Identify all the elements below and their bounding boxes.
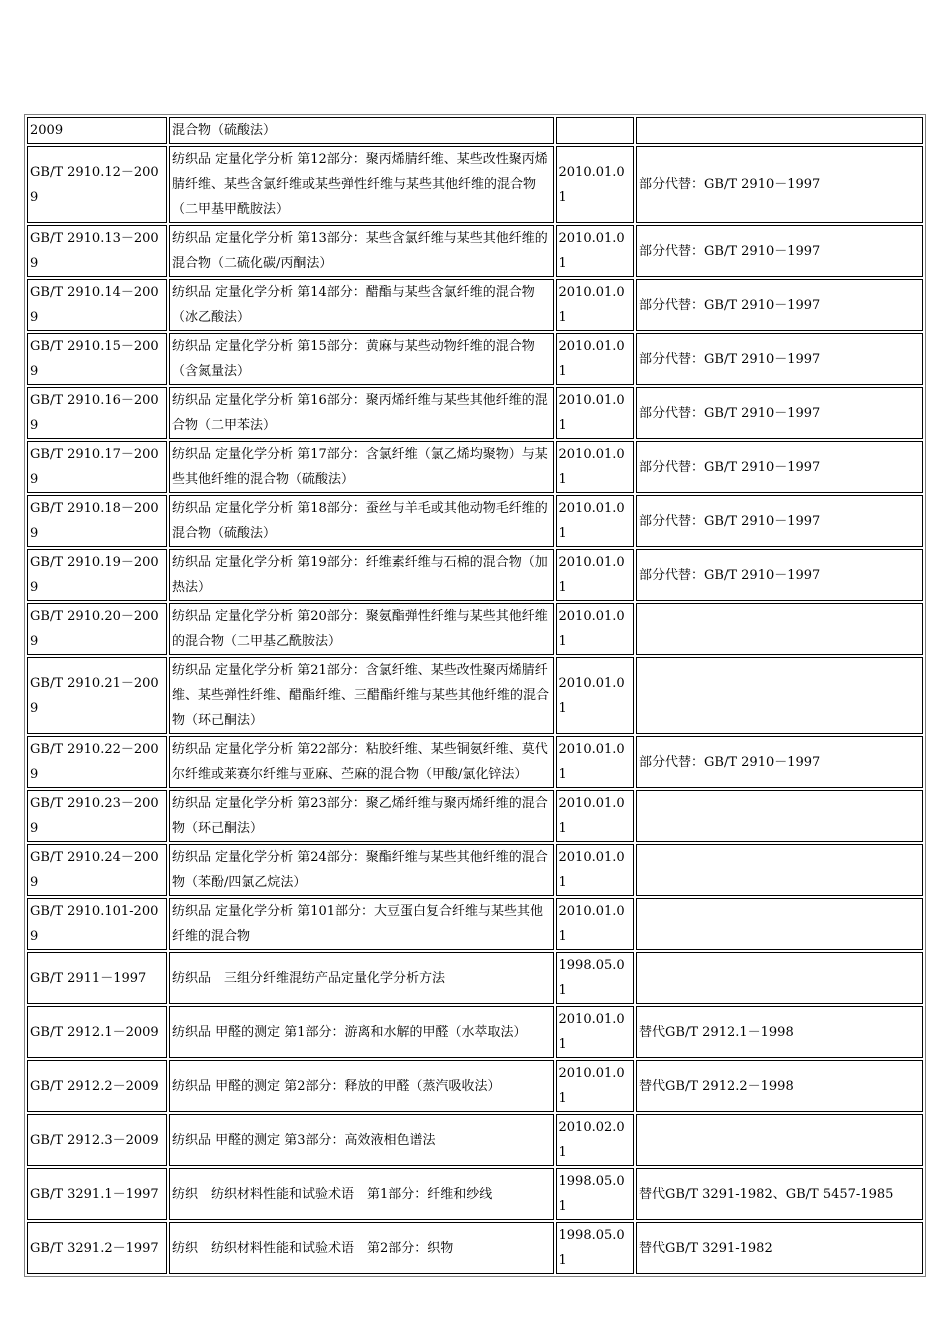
standard-title-cell: 纺织品 定量化学分析 第18部分：蚕丝与羊毛或其他动物毛纤维的混合物（硫酸法） [169,495,554,547]
table-row [27,333,923,385]
standard-code-cell: GB/T 2910.19－2009 [27,549,167,601]
standard-title-cell: 纺织品 定量化学分析 第14部分：醋酯与某些含氯纤维的混合物（冰乙酸法） [169,279,554,331]
standard-code-cell: GB/T 2910.21－2009 [27,657,167,734]
effective-date-cell: 2010.01.01 [556,549,635,601]
table-row [27,549,923,601]
table-row [27,657,923,734]
replacement-note-cell [636,1114,923,1166]
replacement-note-cell [636,657,923,734]
effective-date-cell: 2010.01.01 [556,790,635,842]
standard-code-cell: GB/T 2912.3－2009 [27,1114,167,1166]
table-row [27,117,923,144]
effective-date-cell: 2010.01.01 [556,279,635,331]
replacement-note-cell [636,790,923,842]
standard-code-cell: GB/T 2910.23－2009 [27,790,167,842]
effective-date-cell: 2010.01.01 [556,844,635,896]
replacement-note-cell: 部分代替：GB/T 2910－1997 [636,146,923,223]
standard-title-cell: 纺织品 定量化学分析 第23部分：聚乙烯纤维与聚丙烯纤维的混合物（环己酮法） [169,790,554,842]
standard-title-cell: 纺织品 定量化学分析 第15部分：黄麻与某些动物纤维的混合物（含氮量法） [169,333,554,385]
standard-code-cell: GB/T 2910.13－2009 [27,225,167,277]
table-row [27,1168,923,1220]
effective-date-cell: 2010.02.01 [556,1114,635,1166]
replacement-note-cell: 替代GB/T 2912.2－1998 [636,1060,923,1112]
standard-code-cell: GB/T 2910.24－2009 [27,844,167,896]
replacement-note-cell: 部分代替：GB/T 2910－1997 [636,549,923,601]
effective-date-cell: 2010.01.01 [556,333,635,385]
effective-date-cell: 2010.01.01 [556,1006,635,1058]
standard-title-cell: 纺织品 定量化学分析 第101部分：大豆蛋白复合纤维与某些其他纤维的混合物 [169,898,554,950]
table-row [27,952,923,1004]
effective-date-cell: 2010.01.01 [556,441,635,493]
replacement-note-cell: 部分代替：GB/T 2910－1997 [636,736,923,788]
replacement-note-cell [636,844,923,896]
standard-code-cell: GB/T 2910.18－2009 [27,495,167,547]
standard-code-cell: GB/T 2911－1997 [27,952,167,1004]
standard-code-cell: GB/T 2910.14－2009 [27,279,167,331]
standards-table-body [27,117,923,1274]
standard-title-cell: 纺织品 定量化学分析 第13部分：某些含氯纤维与某些其他纤维的混合物（二硫化碳/丙酮法） [169,225,554,277]
standard-code-cell: GB/T 2912.2－2009 [27,1060,167,1112]
standard-code-cell: GB/T 3291.2－1997 [27,1222,167,1274]
replacement-note-cell: 部分代替：GB/T 2910－1997 [636,225,923,277]
table-row [27,146,923,223]
table-row [27,387,923,439]
standard-title-cell: 纺织品 定量化学分析 第21部分：含氯纤维、某些改性聚丙烯腈纤维、某些弹性纤维、醋酯纤维、三醋酯纤维与某些其他纤维的混合物（环己酮法） [169,657,554,734]
effective-date-cell: 1998.05.01 [556,1222,635,1274]
standard-title-cell: 混合物（硫酸法） [169,117,554,144]
table-row [27,844,923,896]
standard-title-cell: 纺织品 定量化学分析 第24部分：聚酯纤维与某些其他纤维的混合物（苯酚/四氯乙烷法） [169,844,554,896]
replacement-note-cell: 部分代替：GB/T 2910－1997 [636,387,923,439]
standard-title-cell: 纺织品 甲醛的测定 第3部分：高效液相色谱法 [169,1114,554,1166]
effective-date-cell: 2010.01.01 [556,736,635,788]
standard-title-cell: 纺织品 定量化学分析 第20部分：聚氨酯弹性纤维与某些其他纤维的混合物（二甲基乙酰胺法） [169,603,554,655]
standard-code-cell: GB/T 2912.1－2009 [27,1006,167,1058]
replacement-note-cell [636,898,923,950]
standard-title-cell: 纺织品 定量化学分析 第12部分：聚丙烯腈纤维、某些改性聚丙烯腈纤维、某些含氯纤维或某些弹性纤维与某些其他纤维的混合物（二甲基甲酰胺法） [169,146,554,223]
table-row [27,603,923,655]
standard-title-cell: 纺织 纺织材料性能和试验术语 第2部分：织物 [169,1222,554,1274]
effective-date-cell: 2010.01.01 [556,387,635,439]
effective-date-cell: 2010.01.01 [556,225,635,277]
standard-code-cell: GB/T 2910.22－2009 [27,736,167,788]
table-row [27,790,923,842]
table-row [27,279,923,331]
effective-date-cell: 2010.01.01 [556,603,635,655]
replacement-note-cell [636,117,923,144]
replacement-note-cell: 替代GB/T 3291-1982 [636,1222,923,1274]
standard-title-cell: 纺织品 甲醛的测定 第2部分：释放的甲醛（蒸汽吸收法） [169,1060,554,1112]
replacement-note-cell: 部分代替：GB/T 2910－1997 [636,279,923,331]
table-row [27,441,923,493]
effective-date-cell: 2010.01.01 [556,495,635,547]
effective-date-cell [556,117,635,144]
standard-title-cell: 纺织品 定量化学分析 第16部分：聚丙烯纤维与某些其他纤维的混合物（二甲苯法） [169,387,554,439]
standards-table-container [24,114,926,1277]
effective-date-cell: 2010.01.01 [556,657,635,734]
table-row [27,1222,923,1274]
table-row [27,898,923,950]
effective-date-cell: 2010.01.01 [556,146,635,223]
standard-title-cell: 纺织品 定量化学分析 第19部分：纤维素纤维与石棉的混合物（加热法） [169,549,554,601]
effective-date-cell: 2010.01.01 [556,1060,635,1112]
standard-code-cell: GB/T 2910.20－2009 [27,603,167,655]
standards-table [24,114,926,1277]
standard-title-cell: 纺织品 三组分纤维混纺产品定量化学分析方法 [169,952,554,1004]
replacement-note-cell: 部分代替：GB/T 2910－1997 [636,441,923,493]
replacement-note-cell: 替代GB/T 2912.1－1998 [636,1006,923,1058]
table-row [27,1006,923,1058]
standard-code-cell: GB/T 2910.15－2009 [27,333,167,385]
standard-title-cell: 纺织品 定量化学分析 第17部分：含氯纤维（氯乙烯均聚物）与某些其他纤维的混合物（硫酸法） [169,441,554,493]
standard-title-cell: 纺织品 定量化学分析 第22部分：粘胶纤维、某些铜氨纤维、莫代尔纤维或莱赛尔纤维与亚麻、苎麻的混合物（甲酸/氯化锌法） [169,736,554,788]
table-row [27,1060,923,1112]
effective-date-cell: 1998.05.01 [556,952,635,1004]
standard-code-cell: GB/T 2910.16－2009 [27,387,167,439]
table-row [27,1114,923,1166]
standard-title-cell: 纺织品 甲醛的测定 第1部分：游离和水解的甲醛（水萃取法） [169,1006,554,1058]
standard-code-cell: GB/T 2910.12－2009 [27,146,167,223]
table-row [27,495,923,547]
table-row [27,736,923,788]
standard-code-cell: GB/T 3291.1－1997 [27,1168,167,1220]
replacement-note-cell: 部分代替：GB/T 2910－1997 [636,333,923,385]
effective-date-cell: 2010.01.01 [556,898,635,950]
standard-title-cell: 纺织 纺织材料性能和试验术语 第1部分：纤维和纱线 [169,1168,554,1220]
standard-code-cell: 2009 [27,117,167,144]
replacement-note-cell: 替代GB/T 3291-1982、GB/T 5457-1985 [636,1168,923,1220]
standard-code-cell: GB/T 2910.101-2009 [27,898,167,950]
replacement-note-cell: 部分代替：GB/T 2910－1997 [636,495,923,547]
table-row [27,225,923,277]
replacement-note-cell [636,952,923,1004]
standard-code-cell: GB/T 2910.17－2009 [27,441,167,493]
effective-date-cell: 1998.05.01 [556,1168,635,1220]
replacement-note-cell [636,603,923,655]
